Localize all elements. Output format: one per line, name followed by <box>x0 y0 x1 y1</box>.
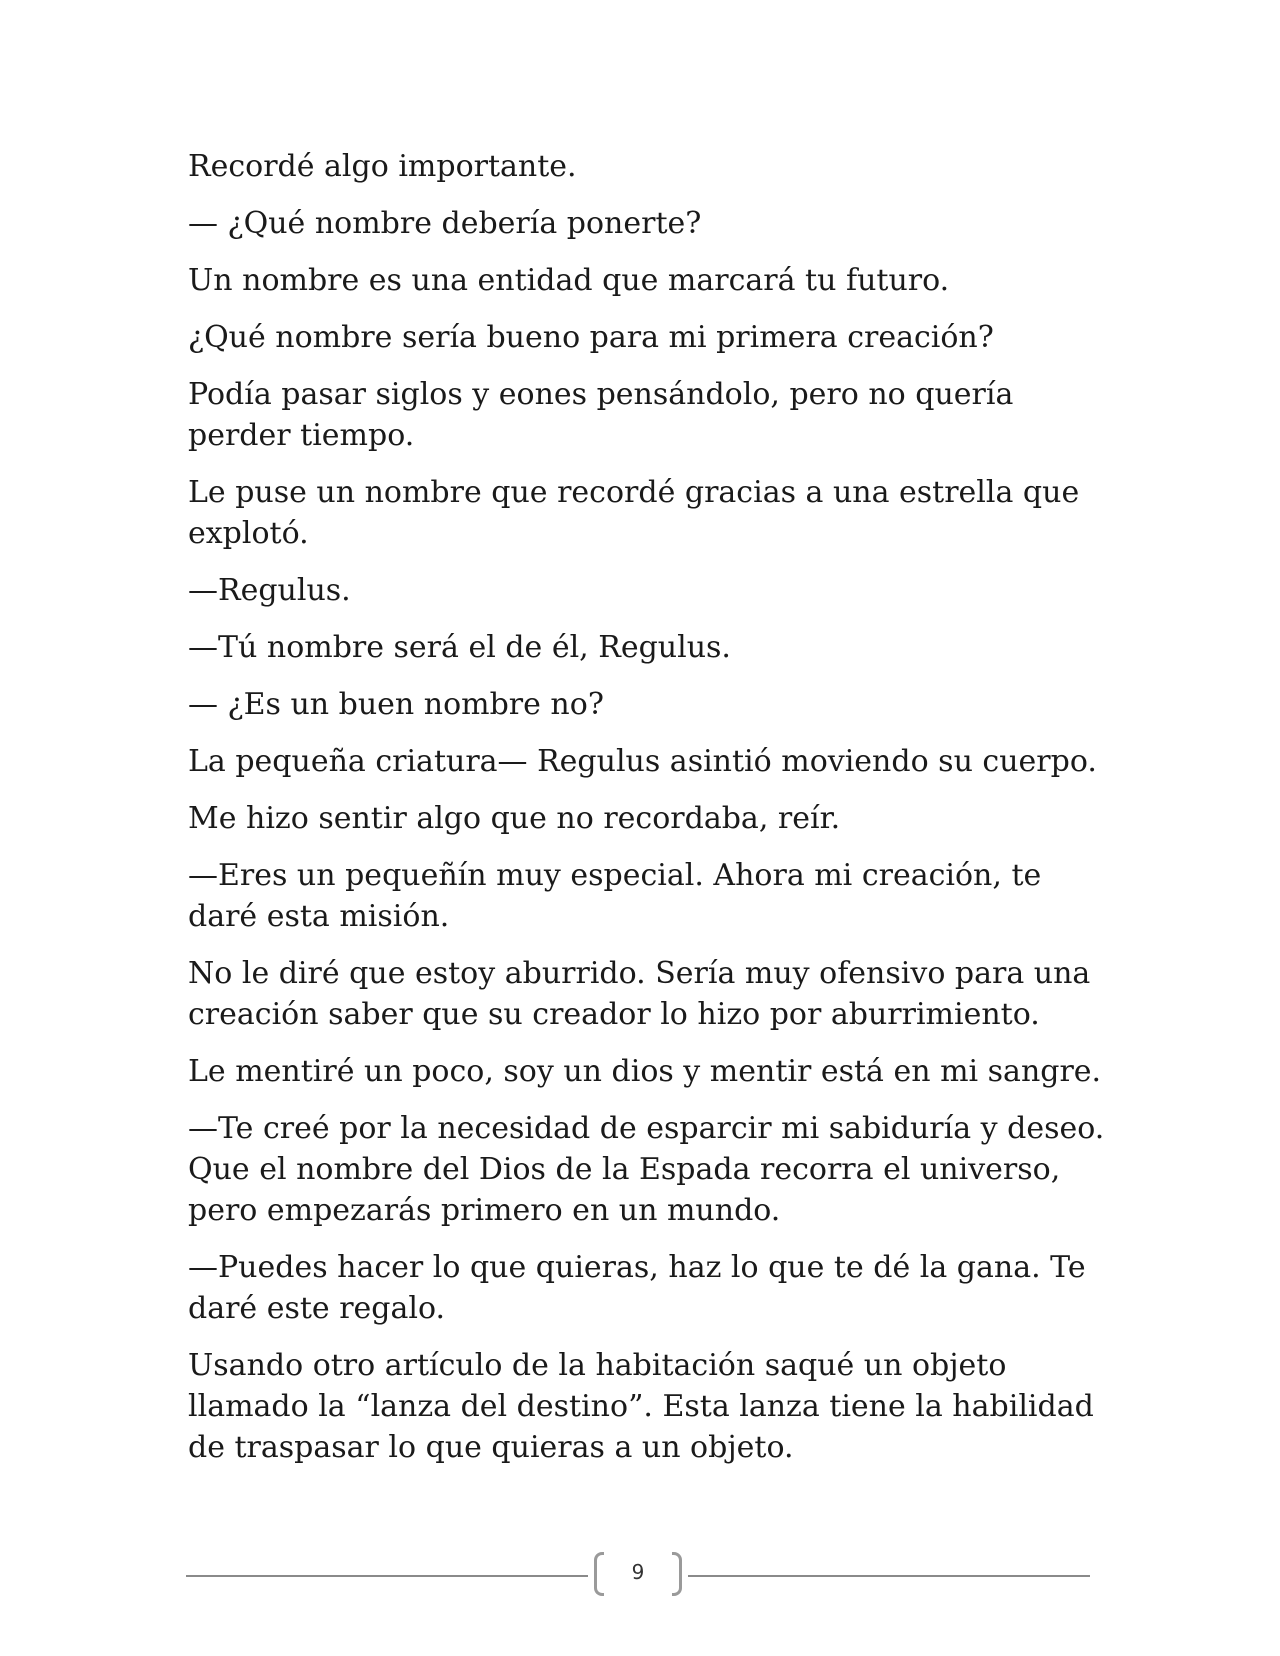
page-number: 9 <box>631 1560 645 1584</box>
paragraph: Me hizo sentir algo que no recordaba, reír. <box>188 801 841 836</box>
footer-rule-right <box>688 1575 1090 1577</box>
paragraph: —Te creé por la necesidad de esparcir mi sabiduría y deseo. Que el nombre del Dios de la Espada recorra el universo, pero empezarás primero en un mundo. <box>188 1111 1105 1228</box>
paragraph: — ¿Es un buen nombre no? <box>188 687 604 722</box>
paragraph: La pequeña criatura— Regulus asintió moviendo su cuerpo. <box>188 744 1097 779</box>
paragraph: — ¿Qué nombre debería ponerte? <box>188 206 702 241</box>
footer-rule-left <box>186 1575 588 1577</box>
paragraph: Usando otro artículo de la habitación saqué un objeto llamado la “lanza del destino”. Esta lanza tiene la habilidad de traspasar lo que quieras a un objeto. <box>188 1348 1094 1465</box>
paragraph: —Puedes hacer lo que quieras, haz lo que te dé la gana. Te daré este regalo. <box>188 1250 1086 1326</box>
body-text <box>188 146 1108 1484</box>
paragraph: ¿Qué nombre sería bueno para mi primera creación? <box>188 320 994 355</box>
paragraph: Le puse un nombre que recordé gracias a una estrella que explotó. <box>188 475 1080 551</box>
paragraph: No le diré que estoy aburrido. Sería muy ofensivo para una creación saber que su creador lo hizo por aburrimiento. <box>188 956 1091 1032</box>
open-bracket-ornament <box>594 1552 604 1596</box>
paragraph: Podía pasar siglos y eones pensándolo, pero no quería perder tiempo. <box>188 377 1014 453</box>
paragraph: —Tú nombre será el de él, Regulus. <box>188 630 731 665</box>
paragraph: —Eres un pequeñín muy especial. Ahora mi creación, te daré esta misión. <box>188 858 1042 934</box>
close-bracket-ornament <box>672 1552 682 1596</box>
paragraph: —Regulus. <box>188 573 351 608</box>
page-footer <box>186 1552 1090 1600</box>
paragraph: Un nombre es una entidad que marcará tu futuro. <box>188 263 950 298</box>
paragraph: Recordé algo importante. <box>188 149 577 184</box>
paragraph: Le mentiré un poco, soy un dios y mentir está en mi sangre. <box>188 1054 1102 1089</box>
